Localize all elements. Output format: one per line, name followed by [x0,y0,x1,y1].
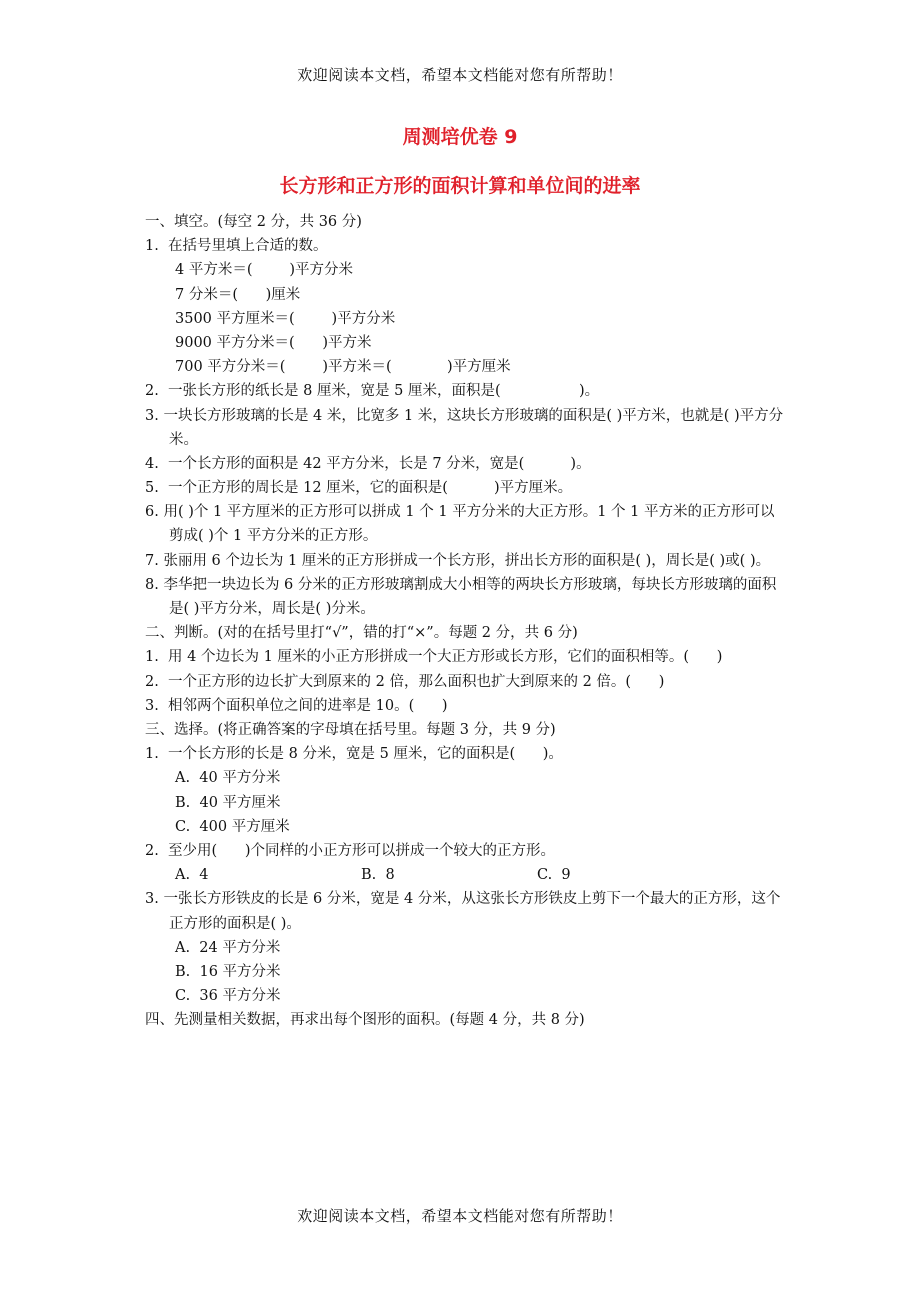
question-1-6: 6. 用( )个 1 平方厘米的正方形可以拼成 1 个 1 平方分米的大正方形。1 个 1 平方米的正方形可以剪成( )个 1 平方分米的正方形。 [145,504,775,545]
worksheet-subtitle: 长方形和正方形的面积计算和单位间的进率 [279,175,641,197]
option: A. 4 [175,867,209,884]
question-2-3: 3. 相邻两个面积单位之间的进率是 10。( ) [145,697,448,714]
option: C. 36 平方分米 [175,988,281,1005]
section-3-heading: 三、选择。(将正确答案的字母填在括号里。每题 3 分，共 9 分) [145,722,556,739]
section-2-heading: 二、判断。(对的在括号里打“√”，错的打“×”。每题 2 分，共 6 分) [145,625,578,642]
question-3-2: 2. 至少用( )个同样的小正方形可以拼成一个较大的正方形。 [145,842,556,859]
question-1-4: 4. 一个长方形的面积是 42 平方分米，长是 7 分米，宽是( )。 [145,455,591,472]
question-1-5: 5. 一个正方形的周长是 12 厘米，它的面积是( )平方厘米。 [145,480,573,497]
option: B. 40 平方厘米 [175,794,281,811]
option: C. 9 [537,867,571,884]
fill-item: 4 平方米＝( )平方分米 [175,262,354,279]
fill-item: 7 分米＝( )厘米 [175,286,301,303]
question-1-2: 2. 一张长方形的纸长是 8 厘米，宽是 5 厘米，面积是( )。 [145,383,600,400]
question-1-1: 1. 在括号里填上合适的数。 [145,238,328,255]
question-2-2: 2. 一个正方形的边长扩大到原来的 2 倍，那么面积也扩大到原来的 2 倍。( ) [145,673,665,690]
option: C. 400 平方厘米 [175,818,290,835]
page-header: 欢迎阅读本文档，希望本文档能对您有所帮助！ [297,66,623,84]
option-row [145,863,785,887]
option: A. 24 平方分米 [175,939,281,956]
question-1-3: 3. 一块长方形玻璃的长是 4 米，比宽多 1 米，这块长方形玻璃的面积是( )平方米，也就是( )平方分米。 [145,407,784,448]
question-3-1: 1. 一个长方形的长是 8 分米，宽是 5 厘米，它的面积是( )。 [145,746,563,763]
page-footer: 欢迎阅读本文档，希望本文档能对您有所帮助！ [297,1207,623,1225]
option: A. 40 平方分米 [175,770,281,787]
section-1-heading: 一、填空。(每空 2 分，共 36 分) [145,214,362,230]
fill-item: 700 平方分米＝( )平方米＝( )平方厘米 [175,359,511,376]
worksheet-title: 周测培优卷 9 [402,126,518,148]
option: B. 8 [361,867,395,884]
question-1-8: 8. 李华把一块边长为 6 分米的正方形玻璃割成大小相等的两块长方形玻璃，每块长方形玻璃的面积是( )平方分米，周长是( )分米。 [145,576,777,618]
worksheet-body [145,210,785,1033]
question-2-1: 1. 用 4 个边长为 1 厘米的小正方形拼成一个大正方形或长方形，它们的面积相等。( ) [145,649,723,666]
fill-item: 9000 平方分米＝( )平方米 [175,334,372,351]
option: B. 16 平方分米 [175,963,281,980]
fill-item: 3500 平方厘米＝( )平方分米 [175,310,396,327]
section-4-heading: 四、先测量相关数据，再求出每个图形的面积。(每题 4 分，共 8 分) [145,1012,585,1029]
question-1-7: 7. 张丽用 6 个边长为 1 厘米的正方形拼成一个长方形，拼出长方形的面积是( )，周长是( )或( )。 [145,552,771,569]
question-3-3: 3. 一张长方形铁皮的长是 6 分米，宽是 4 分米，从这张长方形铁皮上剪下一个最大的正方形，这个正方形的面积是( )。 [145,891,781,932]
